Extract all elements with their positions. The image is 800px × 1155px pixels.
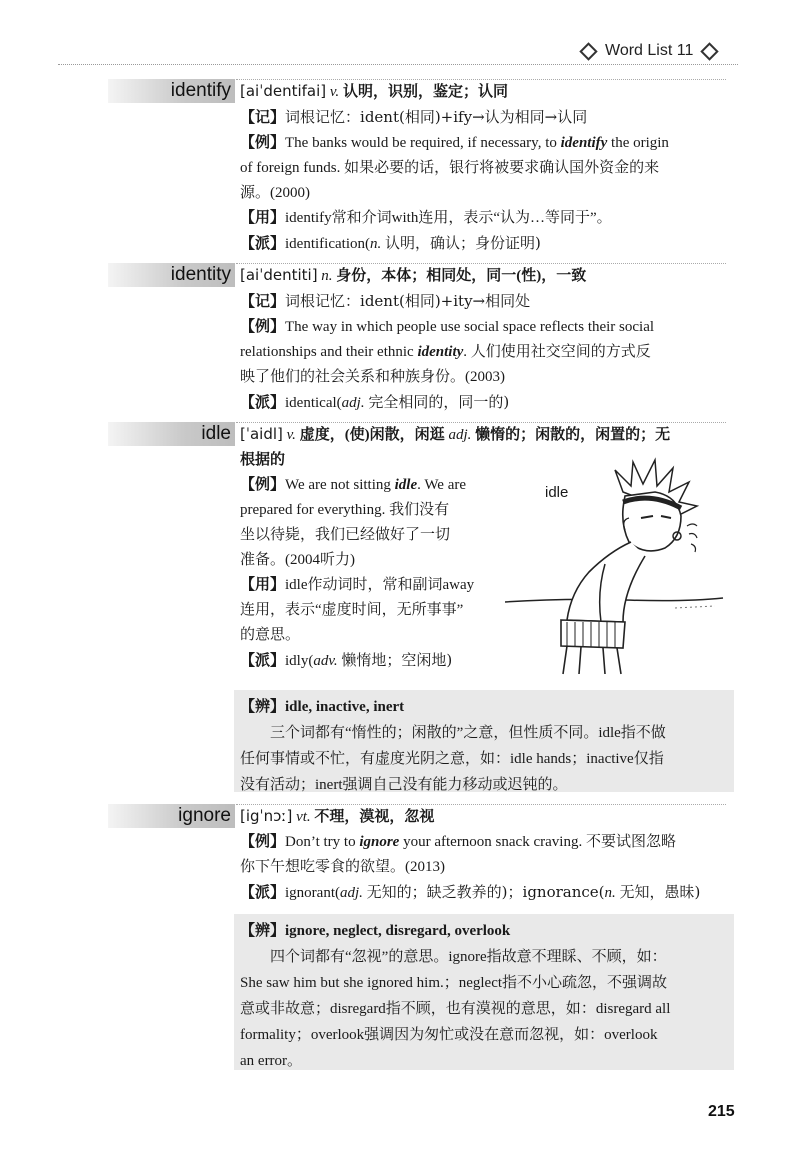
part-of-speech: n.	[321, 268, 333, 284]
definition: 根据的	[240, 452, 286, 468]
discrimination-box-ignore	[234, 914, 734, 1070]
definition: 身份，本体；相同处，同一(性)，一致	[336, 268, 587, 284]
definition: 认明，识别，鉴定；认同	[342, 84, 508, 100]
headword-idle: idle	[108, 422, 235, 446]
derivative-word: idly(	[285, 653, 314, 669]
phonetic: [aiˈdentiti]	[240, 266, 318, 284]
usage-text: 的意思。	[240, 627, 301, 643]
example-tag: 【例】	[240, 834, 286, 850]
discrimination-text: 任何事情或不忙，有虚度光阴之意，如：idle hands；inactive仅指	[240, 751, 664, 767]
example-text: 坐以待毙，我们已经做好了一切	[240, 527, 451, 543]
mnemonic-tag: 【记】	[240, 294, 286, 310]
discrimination-tag: 【辨】	[240, 923, 286, 939]
illustration-label: idle	[545, 484, 569, 501]
discrimination-tag: 【辨】	[240, 699, 286, 715]
diamond-icon	[579, 42, 597, 60]
derivative-pos: adj.	[341, 395, 365, 411]
mnemonic-text: 词根记忆：ident(相同)+ify→认为相同→认同	[285, 108, 588, 126]
entry-ignore	[240, 804, 730, 906]
phonetic: [ˈaidl]	[240, 425, 283, 443]
derivative-meaning: 认明，确认；身份证明)	[384, 234, 541, 252]
header-divider	[58, 64, 738, 65]
example-text: 准备。(2004听力)	[240, 552, 355, 568]
example-text: prepared for everything. 我们没有	[240, 502, 450, 518]
discrimination-text: 没有活动；inert强调自己没有能力移动或迟钝的。	[240, 777, 568, 793]
example-text: The banks would be required, if necessary, to	[285, 135, 557, 151]
page-number: 215	[708, 1103, 735, 1120]
usage-text: 连用，表示“虚度时间，无所事事”	[240, 602, 464, 618]
cartoon-figure	[505, 452, 725, 682]
example-keyword: ignore	[359, 834, 400, 850]
derivative-tag: 【派】	[240, 236, 286, 252]
usage-text: idle作动词时，常和副词away	[285, 577, 475, 593]
usage-text: identify常和介词with连用，表示“认为…等同于”。	[285, 210, 612, 226]
example-text: relationships and their ethnic	[240, 344, 414, 360]
entry-identity	[240, 263, 730, 416]
discrimination-box-idle	[234, 690, 734, 792]
headword-identity: identity	[108, 263, 235, 287]
derivative-word: identical(	[285, 395, 342, 411]
running-header	[578, 40, 720, 62]
discrimination-text: formality；overlook强调因为匆忙或没在意而忽视，如：overlook	[240, 1027, 658, 1043]
derivative-meaning: 无知，愚昧)	[619, 883, 701, 901]
derivative-meaning: 无知的；缺乏教养的)；ignorance(	[366, 883, 605, 901]
definition: 虚度，(使)闲散，闲逛	[299, 427, 445, 443]
diamond-icon	[701, 42, 719, 60]
headword-identify: identify	[108, 79, 235, 103]
headword-ignore: ignore	[108, 804, 235, 828]
example-keyword: identity	[417, 344, 464, 360]
discrimination-title: ignore, neglect, disregard, overlook	[285, 923, 511, 939]
header-title: Word List 11	[605, 42, 694, 59]
derivative-pos: adj.	[340, 885, 363, 901]
discrimination-text: 四个词都有“忽视”的意思。ignore指故意不理睬、不顾，如：	[270, 949, 667, 965]
definition: 懒惰的；闲散的，闲置的；无	[475, 427, 671, 443]
example-text: of foreign funds. 如果必要的话，银行将被要求确认国外资金的来	[240, 160, 660, 176]
derivative-pos: n.	[604, 885, 616, 901]
example-text: Don’t try to	[285, 834, 356, 850]
example-tag: 【例】	[240, 135, 286, 151]
part-of-speech: v.	[286, 427, 296, 443]
part-of-speech: v.	[329, 84, 340, 100]
example-tag: 【例】	[240, 477, 286, 493]
mnemonic-text: 词根记忆：ident(相同)+ity→相同处	[285, 292, 531, 310]
idle-illustration	[505, 452, 725, 682]
derivative-tag: 【派】	[240, 395, 286, 411]
example-text: . 人们使用社交空间的方式反	[463, 344, 651, 360]
derivative-meaning: 完全相同的，同一的)	[368, 393, 510, 411]
discrimination-text: an error。	[240, 1053, 303, 1069]
usage-tag: 【用】	[240, 577, 286, 593]
example-text: your afternoon snack craving. 不要试图忽略	[403, 834, 676, 850]
discrimination-text: 意或非故意；disregard指不顾，也有漠视的意思，如：disregard all	[240, 1001, 671, 1017]
definition: 不理，漠视，忽视	[314, 809, 435, 825]
discrimination-text: She saw him but she ignored him.；neglect指不小心疏忽，不强调故	[240, 975, 668, 991]
example-text: The way in which people use social space reflects their social	[285, 319, 655, 335]
example-text: We are not sitting	[285, 477, 391, 493]
discrimination-text: 三个词都有“惰性的；闲散的”之意，但性质不同。idle指不做	[270, 725, 666, 741]
derivative-word: identification(	[285, 236, 370, 252]
derivative-tag: 【派】	[240, 653, 286, 669]
derivative-word: ignorant(	[285, 885, 340, 901]
example-text: 源。(2000)	[240, 185, 310, 201]
example-text: the origin	[611, 135, 669, 151]
part-of-speech: adj.	[448, 427, 472, 443]
usage-tag: 【用】	[240, 210, 286, 226]
discrimination-title: idle, inactive, inert	[285, 699, 405, 715]
example-text: . We are	[417, 477, 467, 493]
derivative-pos: adv.	[313, 653, 338, 669]
derivative-meaning: 懒惰地；空闲地)	[341, 651, 453, 669]
phonetic: [aiˈdentifai]	[240, 82, 327, 100]
derivative-tag: 【派】	[240, 885, 286, 901]
entry-identify	[240, 79, 730, 257]
part-of-speech: vt.	[296, 809, 311, 825]
example-text: 你下午想吃零食的欲望。(2013)	[240, 859, 445, 875]
example-keyword: idle	[394, 477, 418, 493]
derivative-pos: n.	[369, 236, 382, 252]
example-text: 映了他们的社会关系和种族身份。(2003)	[240, 369, 505, 385]
example-tag: 【例】	[240, 319, 286, 335]
example-keyword: identify	[560, 135, 608, 151]
phonetic: [igˈnɔː]	[240, 807, 293, 825]
mnemonic-tag: 【记】	[240, 110, 286, 126]
